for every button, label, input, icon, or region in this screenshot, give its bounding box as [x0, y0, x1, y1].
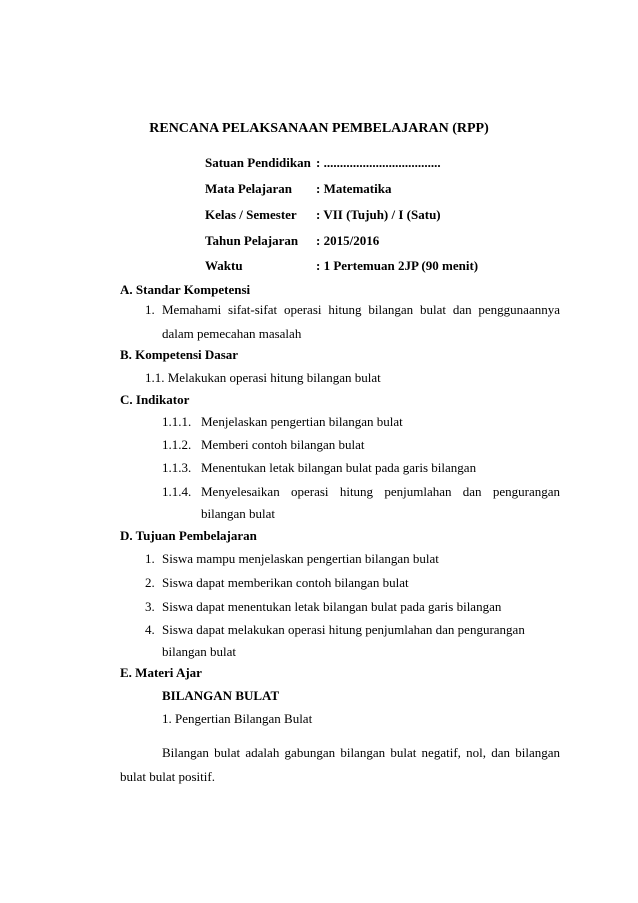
document-title: RENCANA PELAKSANAAN PEMBELAJARAN (RPP) — [149, 121, 489, 136]
list-item-text: Menjelaskan pengertian bilangan bulat — [201, 414, 403, 429]
list-number: 2. — [145, 575, 155, 590]
identity-label: Waktu — [205, 258, 243, 273]
identity-label: Mata Pelajaran — [205, 181, 293, 196]
section-heading-c: C. Indikator — [120, 392, 190, 407]
identity-label: Tahun Pelajaran — [205, 233, 299, 248]
list-number: 1.1.3. — [162, 460, 192, 475]
identity-label: Kelas / Semester — [205, 207, 297, 222]
list-item-text: Siswa dapat melakukan operasi hitung penjumlahan dan pengurangan — [162, 622, 525, 637]
section-heading-e: E. Materi Ajar — [120, 665, 202, 680]
list-number: 1. — [145, 551, 155, 566]
paragraph-text: Bilangan bulat adalah gabungan bilangan bulat negatif, nol, dan bilangan — [162, 745, 560, 760]
paragraph-continuation: bulat bulat positif. — [120, 769, 215, 784]
identity-value: : 2015/2016 — [316, 233, 380, 248]
material-subheading: BILANGAN BULAT — [162, 688, 280, 703]
list-item-text: Menyelesaikan operasi hitung penjumlahan dan pengurangan — [201, 484, 560, 499]
section-heading-d: D. Tujuan Pembelajaran — [120, 528, 257, 543]
list-item-text: Memberi contoh bilangan bulat — [201, 437, 365, 452]
list-number: 1.1.4. — [162, 484, 192, 499]
list-item-text: Siswa dapat menentukan letak bilangan bulat pada garis bilangan — [162, 599, 502, 614]
identity-value: : Matematika — [316, 181, 392, 196]
list-item-text: Memahami sifat-sifat operasi hitung bilangan bulat dan penggunaannya — [162, 302, 560, 317]
identity-value: : VII (Tujuh) / I (Satu) — [316, 207, 441, 222]
identity-label: Satuan Pendidikan — [205, 155, 311, 170]
list-number: 1.1.1. — [162, 414, 192, 429]
list-item-continuation: bilangan bulat — [162, 644, 237, 659]
list-item-continuation: dalam pemecahan masalah — [162, 326, 302, 341]
list-item: 1.1. Melakukan operasi hitung bilangan bulat — [145, 370, 381, 385]
material-subsection: 1. Pengertian Bilangan Bulat — [162, 711, 313, 726]
list-item-text: Siswa dapat memberikan contoh bilangan bulat — [162, 575, 409, 590]
identity-value: : 1 Pertemuan 2JP (90 menit) — [316, 258, 479, 273]
section-heading-b: B. Kompetensi Dasar — [120, 347, 239, 362]
list-item-text: Menentukan letak bilangan bulat pada garis bilangan — [201, 460, 477, 475]
list-number: 1. — [145, 302, 155, 317]
section-heading-a: A. Standar Kompetensi — [120, 282, 251, 297]
list-item-continuation: bilangan bulat — [201, 506, 276, 521]
list-number: 1.1.2. — [162, 437, 192, 452]
list-number: 4. — [145, 622, 155, 637]
list-number: 3. — [145, 599, 155, 614]
list-item-text: Siswa mampu menjelaskan pengertian bilangan bulat — [162, 551, 439, 566]
identity-value: : .................................... — [316, 155, 441, 170]
